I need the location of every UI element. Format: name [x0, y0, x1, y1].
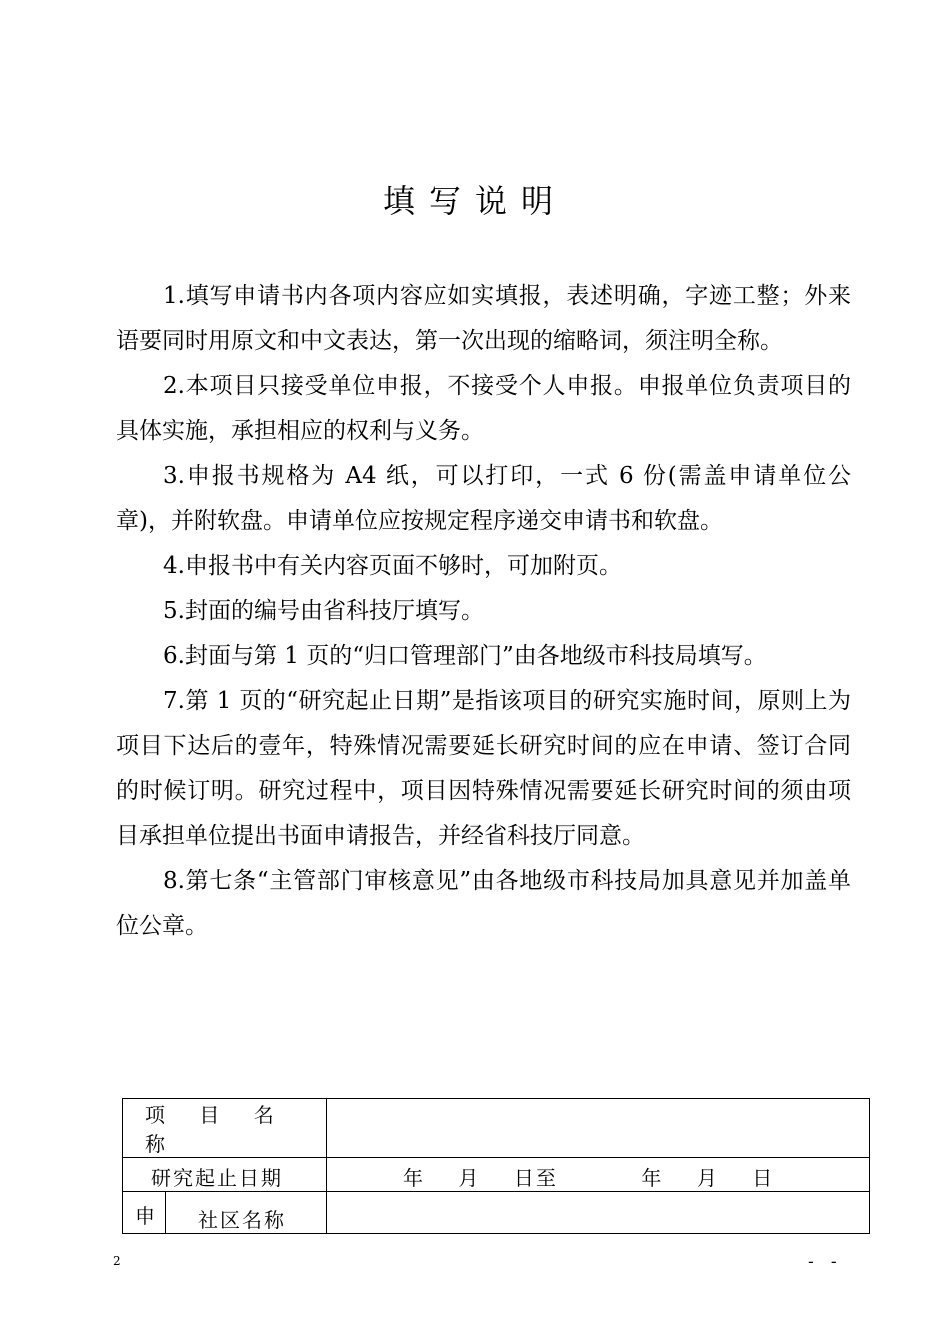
community-name-field[interactable] — [327, 1191, 870, 1233]
applicant-label-cell — [123, 1191, 166, 1233]
community-label-cell — [166, 1191, 327, 1233]
date-value: 年 月 日至 年 月 日 — [403, 1165, 775, 1190]
project-name-label: 项 目 名 称 — [145, 1103, 288, 1156]
applicant-label: 申 — [135, 1203, 155, 1228]
table-row — [123, 1099, 870, 1158]
table-row — [123, 1158, 870, 1192]
instruction-item: 5.封面的编号由省科技厅填写。 — [163, 598, 484, 624]
date-field[interactable] — [327, 1158, 870, 1192]
instruction-item: 8.第七条“主管部门审核意见”由各地级市科技局加具意见并加盖单位公章。 — [116, 868, 851, 939]
table-row — [123, 1191, 870, 1233]
instruction-item: 1.填写申请书内各项内容应如实填报，表述明确，字迹工整；外来语要同时用原文和中文表达，第一次出现的缩略词，须注明全称。 — [116, 283, 851, 354]
instruction-item: 2.本项目只接受单位申报，不接受个人申报。申报单位负责项目的具体实施，承担相应的权利与义务。 — [116, 373, 851, 444]
page-number: 2 — [113, 1254, 121, 1268]
page-title: 填写说明 — [382, 182, 567, 220]
instruction-item: 4.申报书中有关内容页面不够时，可加附页。 — [163, 553, 622, 579]
date-label-cell — [123, 1158, 327, 1192]
instruction-item: 6.封面与第 1 页的“归口管理部门”由各地级市科技局填写。 — [163, 643, 767, 669]
instruction-item: 3.申报书规格为 A4 纸，可以打印，一式 6 份(需盖申请单位公章)，并附软盘。申请单位应按规定程序递交申请书和软盘。 — [116, 463, 851, 534]
date-label: 研究起止日期 — [151, 1165, 283, 1190]
footer-dash: - - — [808, 1252, 843, 1271]
community-label: 社区名称 — [198, 1208, 286, 1232]
project-name-field[interactable] — [327, 1099, 870, 1158]
project-info-table — [122, 1098, 870, 1234]
instructions-list — [116, 274, 851, 949]
instruction-item: 7.第 1 页的“研究起止日期”是指该项目的研究实施时间，原则上为项目下达后的壹年，特殊情况需要延长研究时间的应在申请、签订合同的时候订明。研究过程中，项目因特殊情况需要延长研究时间的须由项目承担单位提出书面申请报告，并经省科技厅同意。 — [116, 688, 851, 849]
project-name-label-cell — [123, 1099, 327, 1158]
